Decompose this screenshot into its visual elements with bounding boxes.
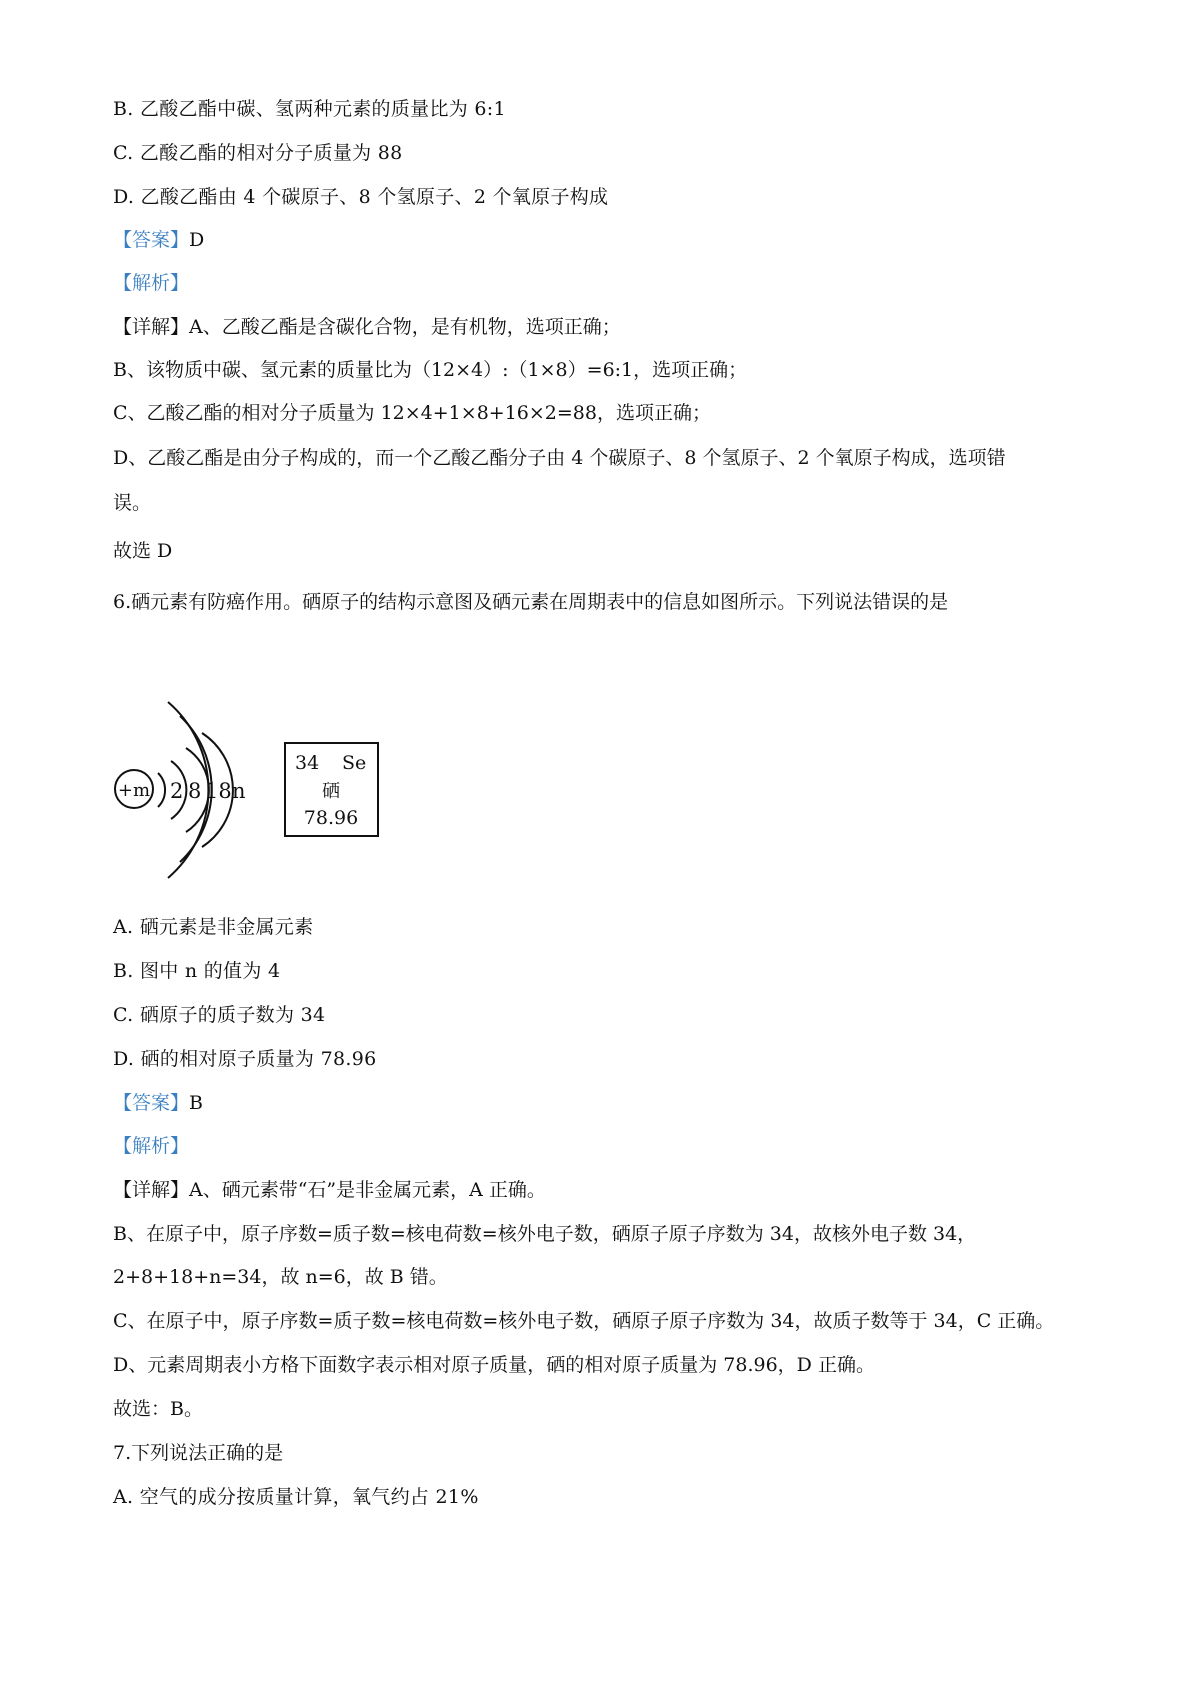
q6-option-a: A. 硒元素是非金属元素 — [113, 916, 314, 938]
q5-answer-line — [113, 227, 1140, 253]
q6-conclusion: 故选：B。 — [113, 1398, 203, 1420]
q5-option-c: C. 乙酸乙酯的相对分子质量为 88 — [113, 142, 403, 164]
q5-detail-c: C、乙酸乙酯的相对分子质量为 12×4+1×8+16×2=88，选项正确； — [113, 402, 711, 424]
q5-detail-a: 【详解】A、乙酸乙酯是含碳化合物，是有机物，选项正确； — [113, 316, 621, 338]
analysis-label: 【解析】 — [113, 1135, 190, 1157]
q7-stem: 7.下列说法正确的是 — [113, 1442, 284, 1464]
answer-value: D — [189, 229, 205, 251]
selenium-figure — [112, 690, 392, 890]
q6-detail-c: C、在原子中，原子序数=质子数=核电荷数=核外电子数，硒原子原子序数为 34，故质子数等于 34，C 正确。 — [113, 1310, 1055, 1332]
q5-option-b: B. 乙酸乙酯中碳、氢两种元素的质量比为 6:1 — [113, 98, 506, 120]
shell-arc-1 — [158, 773, 165, 807]
q5-detail-d: D、乙酸乙酯是由分子构成的，而一个乙酸乙酯分子由 4 个碳原子、8 个氢原子、2 个氧原子构成，选项错 — [113, 447, 1006, 469]
atom-and-element-diagram — [112, 690, 392, 890]
shell-count-1: 2 — [170, 779, 184, 803]
shell-count-4: n — [232, 779, 246, 803]
q6-stem: 6.硒元素有防癌作用。硒原子的结构示意图及硒元素在周期表中的信息如图所示。下列说法错误的是 — [113, 591, 949, 613]
q6-option-c: C. 硒原子的质子数为 34 — [113, 1004, 326, 1026]
element-atomic-number: 34 — [295, 752, 320, 774]
q7-option-a: A. 空气的成分按质量计算，氧气约占 21% — [113, 1486, 479, 1508]
q6-answer-line — [113, 1090, 1140, 1116]
q6-detail-b-cont: 2+8+18+n=34，故 n=6，故 B 错。 — [113, 1266, 448, 1288]
nucleus-label: +m — [117, 780, 151, 801]
shell-count-3: 18 — [205, 779, 232, 803]
analysis-label: 【解析】 — [113, 272, 190, 294]
q6-detail-a: 【详解】A、硒元素带“石”是非金属元素，A 正确。 — [113, 1179, 546, 1201]
answer-value: B — [189, 1092, 203, 1114]
q5-detail-b: B、该物质中碳、氢元素的质量比为（12×4）:（1×8）=6:1，选项正确； — [113, 359, 748, 381]
shell-count-2: 8 — [188, 779, 202, 803]
q5-conclusion: 故选 D — [113, 540, 173, 562]
q5-option-d: D. 乙酸乙酯由 4 个碳原子、8 个氢原子、2 个氧原子构成 — [113, 186, 609, 208]
q6-detail-d: D、元素周期表小方格下面数字表示相对原子质量，硒的相对原子质量为 78.96，D 正确。 — [113, 1354, 875, 1376]
element-symbol: Se — [342, 752, 367, 774]
q6-detail-b: B、在原子中，原子序数=质子数=核电荷数=核外电子数，硒原子原子序数为 34，故核外电子数 34， — [113, 1223, 977, 1245]
answer-label: 【答案】 — [113, 1092, 190, 1114]
q6-option-d: D. 硒的相对原子质量为 78.96 — [113, 1048, 377, 1070]
element-name: 硒 — [322, 781, 340, 802]
q6-option-b: B. 图中 n 的值为 4 — [113, 960, 281, 982]
element-mass: 78.96 — [303, 807, 359, 829]
q5-detail-d-cont: 误。 — [113, 492, 152, 514]
answer-label: 【答案】 — [113, 229, 190, 251]
